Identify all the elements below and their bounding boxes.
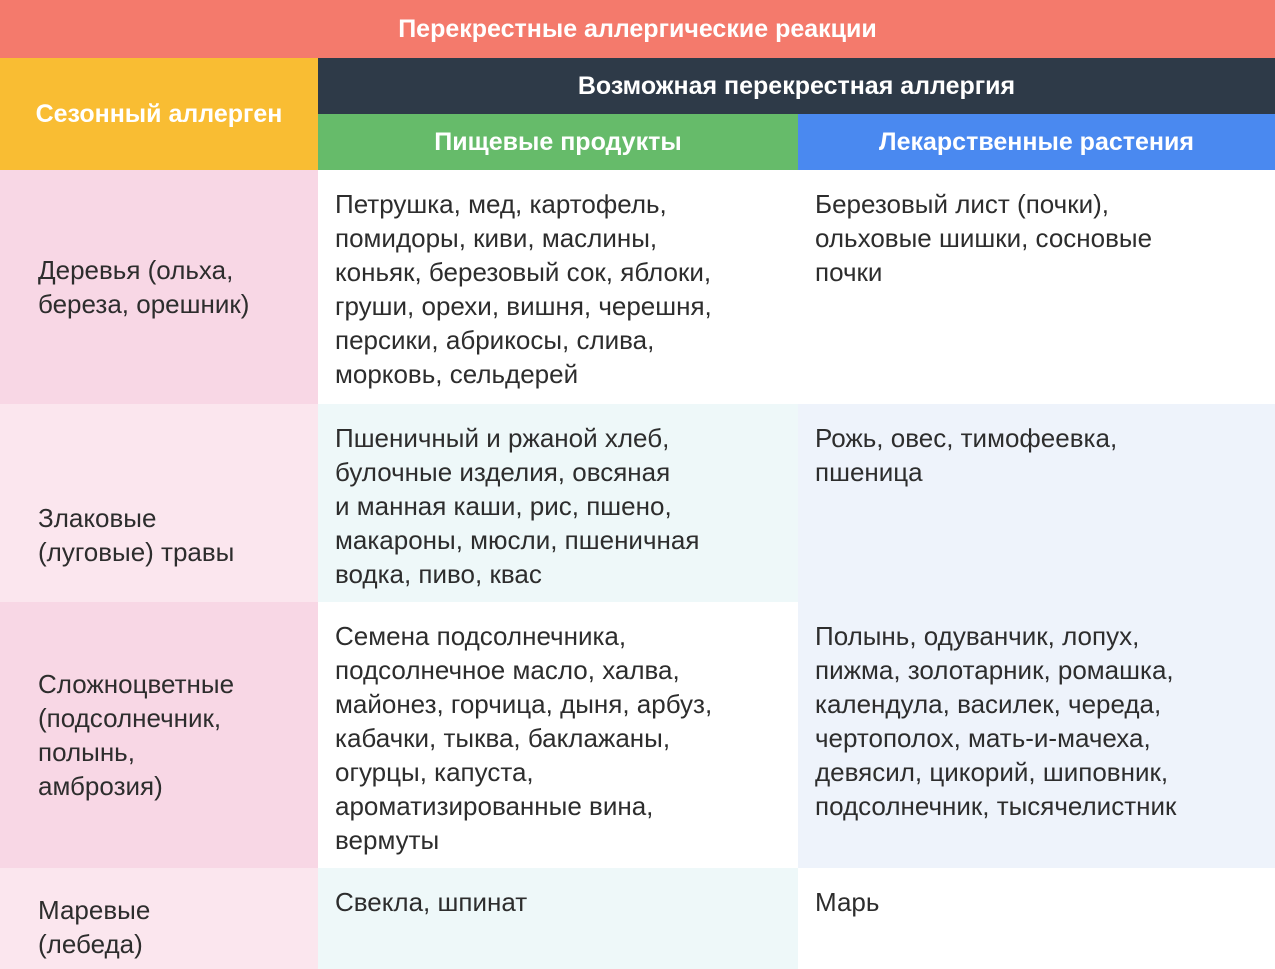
- row-grasses-herbs: Рожь, овес, тимофеевка, пшеница: [798, 404, 1275, 602]
- allergen-label: Маревые (лебеда): [38, 895, 151, 959]
- row-trees-allergen: [0, 170, 318, 404]
- row-grasses-food: Пшеничный и ржаной хлеб, булочные изделия, овсяная и манная каши, рис, пшено, макароны, мюсли, пшеничная водка, пиво, квас: [318, 404, 798, 602]
- row-trees-food: Петрушка, мед, картофель, помидоры, киви, маслины, коньяк, березовый сок, яблоки, груши, орехи, вишня, черешня, персики, абрикосы, слива, морковь, сельдерей: [318, 170, 798, 404]
- table-title: Перекрестные аллергические реакции: [0, 0, 1275, 58]
- header-medicinal-plants: Лекарственные растения: [798, 114, 1275, 170]
- row-grasses-allergen: [0, 404, 318, 602]
- header-food-products: Пищевые продукты: [318, 114, 798, 170]
- row-chenopods-food: Свекла, шпинат: [318, 868, 798, 969]
- header-possible-cross-allergy: Возможная перекрестная аллергия: [318, 58, 1275, 114]
- row-trees-herbs: Березовый лист (почки), ольховые шишки, сосновые почки: [798, 170, 1275, 404]
- row-chenopods-allergen: [0, 868, 318, 969]
- row-chenopods-herbs: Марь: [798, 868, 1275, 969]
- allergen-label: Деревья (ольха, береза, орешник): [38, 255, 250, 319]
- row-asteraceae-allergen: [0, 602, 318, 868]
- header-seasonal-allergen: Сезонный аллерген: [0, 58, 318, 170]
- allergen-label: Сложноцветные (подсолнечник, полынь, амброзия): [38, 669, 235, 801]
- allergen-label: Злаковые (луговые) травы: [38, 503, 235, 567]
- row-asteraceae-food: Семена подсолнечника, подсолнечное масло, халва, майонез, горчица, дыня, арбуз, кабачки, тыква, баклажаны, огурцы, капуста, ароматизированные вина, вермуты: [318, 602, 798, 868]
- row-asteraceae-herbs: Полынь, одуванчик, лопух, пижма, золотарник, ромашка, календула, василек, череда, чертополох, мать-и-мачеха, девясил, цикорий, шиповник, подсолнечник, тысячелистник: [798, 602, 1275, 868]
